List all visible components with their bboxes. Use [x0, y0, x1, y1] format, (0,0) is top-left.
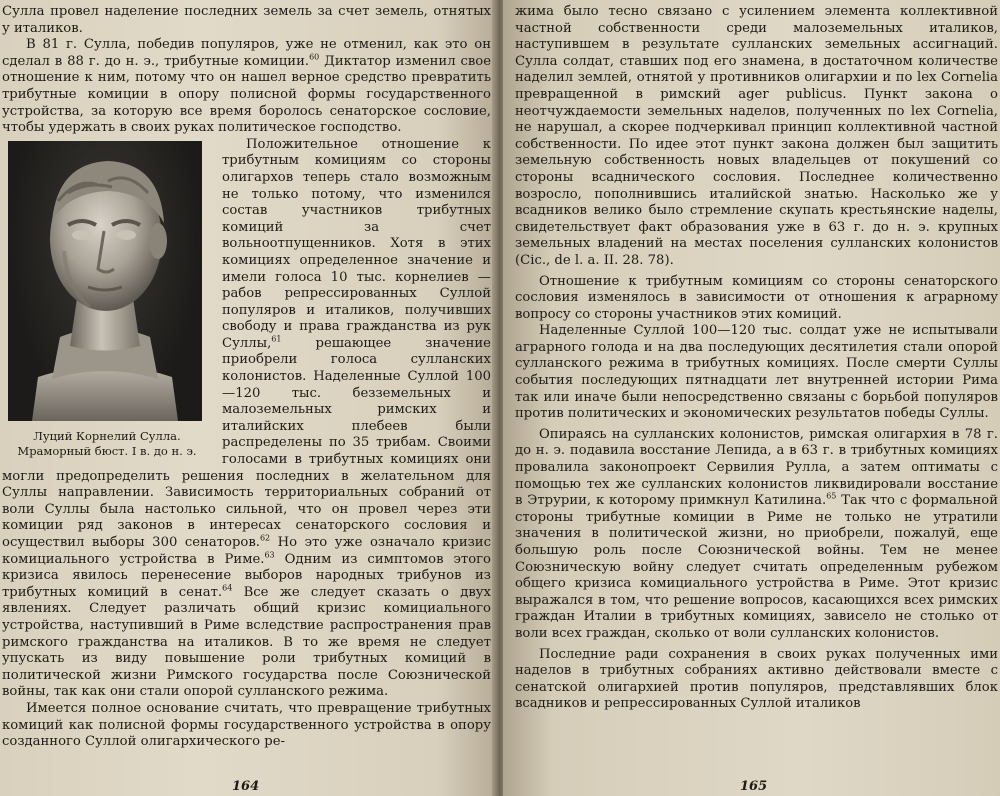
marble-bust-image [8, 141, 202, 421]
footnote-ref: 62 [259, 533, 271, 543]
paragraph: Отношение к трибутным комициям со стороны сенаторского сословия изменялось в зависимости от отношения к аграрному вопросу со стороны участников этих комиций. [515, 273, 998, 322]
page-number: 165 [740, 779, 768, 794]
paragraph: жима было тесно связано с усилением элемента коллективной частной собственности среди малоземельных италиков, наступившем в результате сулланских земельных ассигнаций. Сулла солдат, ставших под его знамена, в достаточном количестве наделил землей, отнятой у противников олигархии и по lex Cornelia превращенной в римский ager publicus. Пункт закона о неотчуждаемости земельных наделов, полученных по lex Cornelia, не нарушал, а скорее подчеркивал принцип коллективной частной собственности. По идее этот пункт закона должен был защитить земельную собственность новых владельцев от покушений со стороны всаднического сословия. Последнее количественно возросло, пополнившись италийской знатью. Насколько же у всадников велико было стремление скупать крестьянские наделы, свидетельствует факт образования уже в 63 г. до н. э. крупных земельных владений на местах поселения сулланских колонистов (Cic., de l. a. II. 28. 78). [515, 4, 998, 268]
paragraph: Последние ради сохранения в своих руках полученных ими наделов в трибутных собраниях активно действовали вместе с сенатской олигархией против популяров, представлявших блок всадников и репрессированных Суллой италиков [515, 646, 998, 712]
paragraph: Имеется полное основание считать, что превращение трибутных комиций как полисной формы государственного устройства в опору созданного Суллой олигархического ре- [2, 700, 491, 750]
paragraph: В 81 г. Сулла, победив популяров, уже не отменил, как это он сделал в 88 г. до н. э., трибутные комиции.$^{60}$ Диктатор изменил свое отношение к ним, потому что он нашел верное средство превратить трибутные комиции в опору полисной формы государственного устройства, за которую все время боролось сенаторское сословие, чтобы удержать в своих руках политическое господство. [2, 37, 491, 136]
paragraph: Положительное отношение к трибутным комициям со стороны олигархов теперь стало возможным не только потому, что изменился состав участников трибутных комиций за счет вольноотпущенников. Хотя в этих комициях определенное значение и имели голоса 10 тыс. корнелиев — рабов репрессированных Суллой популяров и италиков, получивших свободу и права гражданства из рук Суллы,$^{61}$ решающее значение приобрели голоса сулланских колонистов. Наделенные Суллой 100—120 тыс. безземельных и малоземельных римских и италийских плебеев были распределены по 35 трибам. Своими голосами в трибутных комициях они могли предопределить решения последних в желательном для Суллы направлении. Зависимость территориальных собраний от воли Суллы была настолько сильной, что он провел через эти комиции ряд законов в интересах сенаторского сословия и осуществил выборы 300 сенаторов.$^{62}$ Но это уже означало кризис комициального устройства в Риме.$^{63}$ Одним из симптомов этого кризиса явилось перенесение выборов народных трибунов из трибутных комиций в сенат.$^{64}$ Все же следует сказать о двух явлениях. Следует различать общий кризис комициального устройства, наступивший в Риме вследствие распространения прав римского гражданства на италиков. В то же время не следует упускать из виду повышение роли трибутных комиций в политической жизни Римского государства после Союзнической войны, так как они стали опорой сулланского режима. [2, 136, 491, 700]
paragraph: Опираясь на сулланских колонистов, римская олигархия в 78 г. до н. э. подавила восстание Лепида, а в 63 г. в трибутных комициях провалила законопроект Сервилия Рулла, а затем оптиматы с помощью тех же сулланских колонистов ликвидировали восстание в Этрурии, к которому примкнул Катилина.$^{65}$ Так что с формальной стороны трибутные комиции в Риме не только не утратили значения в политической жизни, но приобрели, пожалуй, еще большую роль после Союзнической войны. Тем не менее Союзническую войну следует считать определенным рубежом общего кризиса комициального устройства в Риме. Этот кризис выражался в том, что решение вопросов, касающихся всех римских граждан Италии в трибутных комициях, зависело не столько от воли всех граждан, сколько от воли сулланских колонистов. [515, 426, 998, 641]
footnote-ref: 64 [222, 583, 233, 593]
bust-photo [8, 141, 202, 421]
right-page [503, 0, 1000, 796]
footnote-ref: 63 [264, 550, 275, 560]
right-page-text [503, 4, 1000, 713]
footnote-ref: 60 [309, 52, 320, 62]
figure-portrait [2, 141, 212, 459]
figure-caption: Луций Корнелий Сулла. Мраморный бюст. I в. до н. э. [17, 428, 197, 458]
left-page-text [0, 4, 497, 751]
paragraph: Сулла провел наделение последних земель за счет земель, отнятых у италиков. [2, 4, 491, 36]
footnote-ref: 61 [271, 334, 282, 344]
paragraph: Наделенные Суллой 100—120 тыс. солдат уже не испытывали аграрного голода и на два последующих десятилетия стали опорой сулланского режима в трибутных комициях. После смерти Суллы события последующих пятнадцати лет внутренней истории Рима так или иначе были непосредственно связаны с борьбой популяров против политических и экономических результатов победы Суллы. [515, 323, 998, 422]
footnote-ref: 65 [826, 491, 837, 501]
page-number: 164 [232, 779, 260, 794]
left-page [0, 0, 497, 796]
